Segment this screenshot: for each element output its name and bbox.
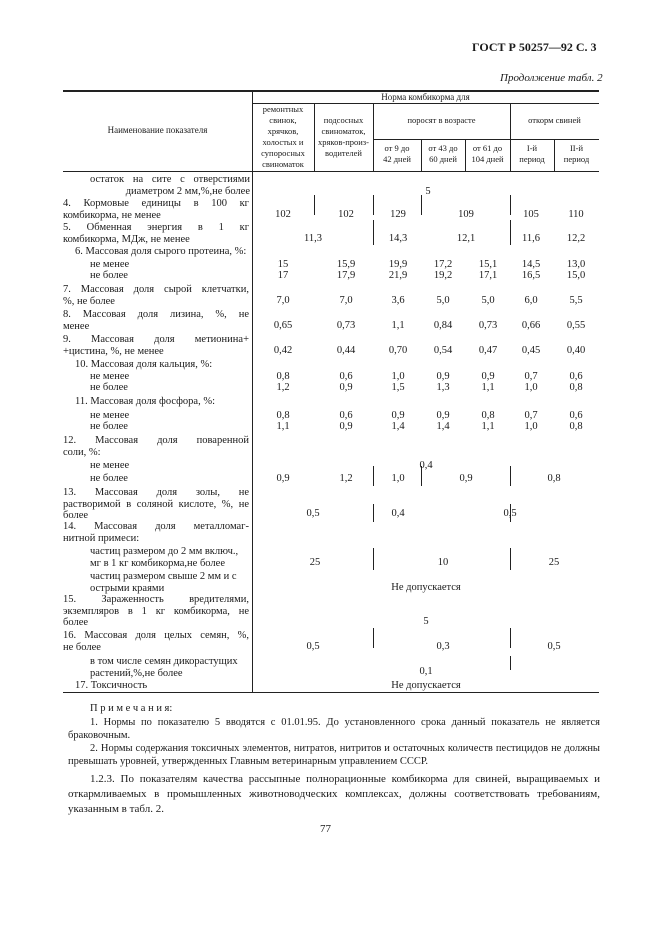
cell-value: 7,0 — [339, 295, 353, 306]
cell-value: 11,6 — [522, 233, 540, 244]
cell-value: 1,3 — [436, 382, 450, 393]
row-label-13: 13. Массовая доля золы, не растворимой в соляной кислоте, %, не более — [63, 487, 249, 521]
cell-value: 0,8 — [569, 382, 583, 393]
paragraph-1-2-3: 1.2.3. По показателям качества рассыпные полнорационные комбикорма для свиней, выращиваемых и откармливаемых в промышленных животноводческих комплексах, должны соответствовать требованиям, указанным в табл. 2. — [68, 773, 600, 815]
col-podsosnye-header: подсосных свиноматок, хряков-произ- водителей — [318, 115, 369, 158]
row-label-14: 14. Массовая доля металломаг- нитной примеси: — [63, 521, 249, 544]
cell-value: 5 — [423, 616, 429, 627]
cell-value: 1,2 — [276, 382, 290, 393]
row-label-min: не менее — [90, 371, 130, 382]
cell-value: 102 — [275, 209, 291, 220]
cell-value: 1,1 — [276, 421, 290, 432]
body-vrule — [510, 548, 511, 570]
cell-value: 19,2 — [433, 270, 453, 281]
cell-value: 3,6 — [391, 295, 405, 306]
cell-value: 5,5 — [569, 295, 583, 306]
cell-value: 0,9 — [436, 371, 450, 382]
cell-value: 1,0 — [391, 473, 405, 484]
cell-value: 14,3 — [388, 233, 408, 244]
row-label-min: не менее — [90, 460, 130, 471]
body-vrule — [373, 220, 374, 245]
row-label-5: 5. Обменная энергия в 1 кг комбикорма, МДж, не менее — [63, 222, 249, 245]
cell-value: 0,44 — [336, 345, 356, 356]
cell-value: 0,8 — [547, 473, 561, 484]
cell-value: Не допускается — [391, 680, 461, 691]
age-43-60-header: от 43 до 60 дней — [428, 143, 458, 164]
row-label-12: 12. Массовая доля поваренной соли, %: — [63, 435, 249, 458]
body-vrule — [373, 504, 374, 522]
cell-value: 17,1 — [478, 270, 498, 281]
row-label-16: 16. Массовая доля целых семян, %, не более — [63, 630, 249, 653]
body-vrule — [373, 548, 374, 570]
cell-value: 1,1 — [481, 382, 495, 393]
cell-value: 7,0 — [276, 295, 290, 306]
cell-value: 1,2 — [339, 473, 353, 484]
body-vrule — [373, 466, 374, 486]
row-label-9: 9. Массовая доля метионина+ +цистина, %, не менее — [63, 334, 249, 357]
cell-value: 0,73 — [478, 320, 498, 331]
cell-value: 12,1 — [456, 233, 476, 244]
cell-value: 0,55 — [566, 320, 586, 331]
row-label-max: не более — [90, 421, 128, 432]
cell-value: 0,70 — [388, 345, 408, 356]
age-61-104-header: от 61 до 104 дней — [471, 143, 504, 164]
cell-value: 0,6 — [339, 410, 353, 421]
cell-value: 110 — [568, 209, 584, 220]
cell-value: 0,9 — [276, 473, 290, 484]
cell-value: 0,1 — [419, 666, 433, 677]
cell-value: 15,9 — [336, 259, 356, 270]
row-label-max: не более — [90, 382, 128, 393]
row-label-max: не более — [90, 473, 128, 484]
header-bottom-rule — [63, 171, 599, 172]
cell-value: 11,3 — [304, 233, 322, 244]
cell-value: 1,0 — [391, 371, 405, 382]
cell-value: Не допускается — [391, 582, 461, 593]
cell-value: 1,1 — [391, 320, 405, 331]
cell-value: 0,3 — [436, 641, 450, 652]
body-vrule — [510, 466, 511, 486]
cell-value: 17,2 — [433, 259, 453, 270]
body-vrule — [510, 656, 511, 670]
row-label-4: 4. Кормовые единицы в 100 кг комбикорма, не менее — [63, 198, 249, 221]
cell-value: 0,9 — [339, 421, 353, 432]
row-label-max: не более — [90, 270, 128, 281]
cell-value: 105 — [523, 209, 539, 220]
row-label-17: 17. Токсичность — [75, 680, 148, 691]
cell-value: 0,8 — [481, 410, 495, 421]
cell-value: 17,9 — [336, 270, 356, 281]
row-label-8: 8. Массовая доля лизина, %, не менее — [63, 309, 249, 332]
page-number: 77 — [320, 823, 331, 835]
cell-value: 0,9 — [391, 410, 405, 421]
cell-value: 0,9 — [339, 382, 353, 393]
cell-value: 15 — [277, 259, 289, 270]
row-label-ostatok: остаток на сите с отверстиями диаметром 2 мм,%,не более — [90, 174, 250, 197]
cell-value: 6,0 — [524, 295, 538, 306]
cell-value: 0,5 — [306, 641, 320, 652]
cell-value: 0,6 — [569, 410, 583, 421]
cell-value: 0,9 — [459, 473, 473, 484]
cell-value: 0,6 — [569, 371, 583, 382]
table-bottom-rule — [63, 692, 599, 693]
cell-value: 1,0 — [524, 421, 538, 432]
cell-value: 15,1 — [478, 259, 498, 270]
cell-value: 12,2 — [566, 233, 586, 244]
cell-value: 1,5 — [391, 382, 405, 393]
cell-value: 0,42 — [273, 345, 293, 356]
row-label-16a: в том числе семян дикорастущих растений,%,не более — [90, 656, 238, 679]
cell-value: 0,66 — [521, 320, 541, 331]
cell-value: 109 — [458, 209, 474, 220]
table-continuation-label: Продолжение табл. 2 — [500, 72, 603, 84]
row-label-min: не менее — [90, 410, 130, 421]
cell-value: 1,0 — [524, 382, 538, 393]
cell-value: 5,0 — [481, 295, 495, 306]
cell-value: 129 — [390, 209, 406, 220]
porosyata-header: поросят в возрасте — [407, 115, 476, 125]
row-label-14a: частиц размером до 2 мм включ., мг в 1 кг комбикорма,не более — [90, 546, 239, 569]
cell-value: 5 — [425, 186, 431, 197]
note-2: 2. Нормы содержания токсичных элементов, нитратов, нитритов и остаточных количеств пестицидов не должны превышать уровней, утвержденных Главным ветеринарным управлением СССР. — [68, 743, 600, 767]
cell-value: 15,0 — [566, 270, 586, 281]
cell-value: 0,5 — [547, 641, 561, 652]
body-vrule — [314, 195, 315, 215]
cell-value: 1,4 — [436, 421, 450, 432]
cell-value: 0,7 — [524, 371, 538, 382]
cell-value: 21,9 — [388, 270, 408, 281]
cell-value: 0,5 — [306, 508, 320, 519]
row-label-11: 11. Массовая доля фосфора, %: — [75, 396, 215, 407]
document-header: ГОСТ Р 50257—92 С. 3 — [472, 40, 597, 54]
period-1-header: I-й период — [519, 143, 545, 164]
row-label-14b: частиц размером свыше 2 мм и с острыми краями — [90, 571, 237, 594]
body-vrule — [373, 195, 374, 215]
cell-value: 0,9 — [436, 410, 450, 421]
otkorm-header: откорм свиней — [528, 115, 581, 125]
cell-value: 0,8 — [569, 421, 583, 432]
cell-value: 14,5 — [521, 259, 541, 270]
cell-value: 0,6 — [339, 371, 353, 382]
cell-value: 17 — [277, 270, 289, 281]
row-label-6: 6. Массовая доля сырого протеина, %: — [75, 246, 247, 257]
col-remontnye-header: ремонтных свинок, хрячков, холостых и супоросных свиноматок — [261, 104, 305, 169]
name-column-header: Наименование показателя — [107, 125, 208, 135]
cell-value: 0,8 — [276, 410, 290, 421]
cell-value: 1,4 — [391, 421, 405, 432]
cell-value: 0,47 — [478, 345, 498, 356]
period-2-header: II-й период — [563, 143, 590, 164]
cell-value: 10 — [437, 557, 449, 568]
cell-value: 102 — [338, 209, 354, 220]
row-label-min: не менее — [90, 259, 130, 270]
cell-value: 0,5 — [503, 508, 517, 519]
cell-value: 0,84 — [433, 320, 453, 331]
cell-value: 0,40 — [566, 345, 586, 356]
cell-value: 0,65 — [273, 320, 293, 331]
age-9-42-header: от 9 до 42 дней — [383, 143, 411, 164]
row-label-10: 10. Массовая доля кальция, %: — [75, 359, 213, 370]
cell-value: 16,5 — [521, 270, 541, 281]
cell-value: 0,7 — [524, 410, 538, 421]
cell-value: 19,9 — [388, 259, 408, 270]
cell-value: 0,4 — [391, 508, 405, 519]
body-vrule — [421, 195, 422, 215]
cell-value: 0,9 — [481, 371, 495, 382]
cell-value: 13,0 — [566, 259, 586, 270]
row-label-15: 15. Зараженность вредителями, экземпляров в 1 кг комбикорма, не более — [63, 594, 249, 628]
norm-header: Норма комбикорма для — [381, 92, 470, 102]
cell-value: 5,0 — [436, 295, 450, 306]
cell-value: 0,73 — [336, 320, 356, 331]
body-vrule — [373, 628, 374, 648]
note-1: 1. Нормы по показателю 5 вводятся с 01.01.95. До установленного срока данный показатель не является браковочным. — [68, 717, 600, 741]
row-label-7: 7. Массовая доля сырой клетчатки, %, не более — [63, 284, 249, 307]
cell-value: 0,54 — [433, 345, 453, 356]
body-vrule — [510, 628, 511, 648]
header-rule-2 — [373, 139, 599, 140]
cell-value: 25 — [548, 557, 560, 568]
cell-value: 0,45 — [521, 345, 541, 356]
cell-value: 1,1 — [481, 421, 495, 432]
cell-value: 0,4 — [419, 460, 433, 471]
cell-value: 0,8 — [276, 371, 290, 382]
notes-title: П р и м е ч а н и я: — [90, 703, 173, 714]
cell-value: 25 — [309, 557, 321, 568]
